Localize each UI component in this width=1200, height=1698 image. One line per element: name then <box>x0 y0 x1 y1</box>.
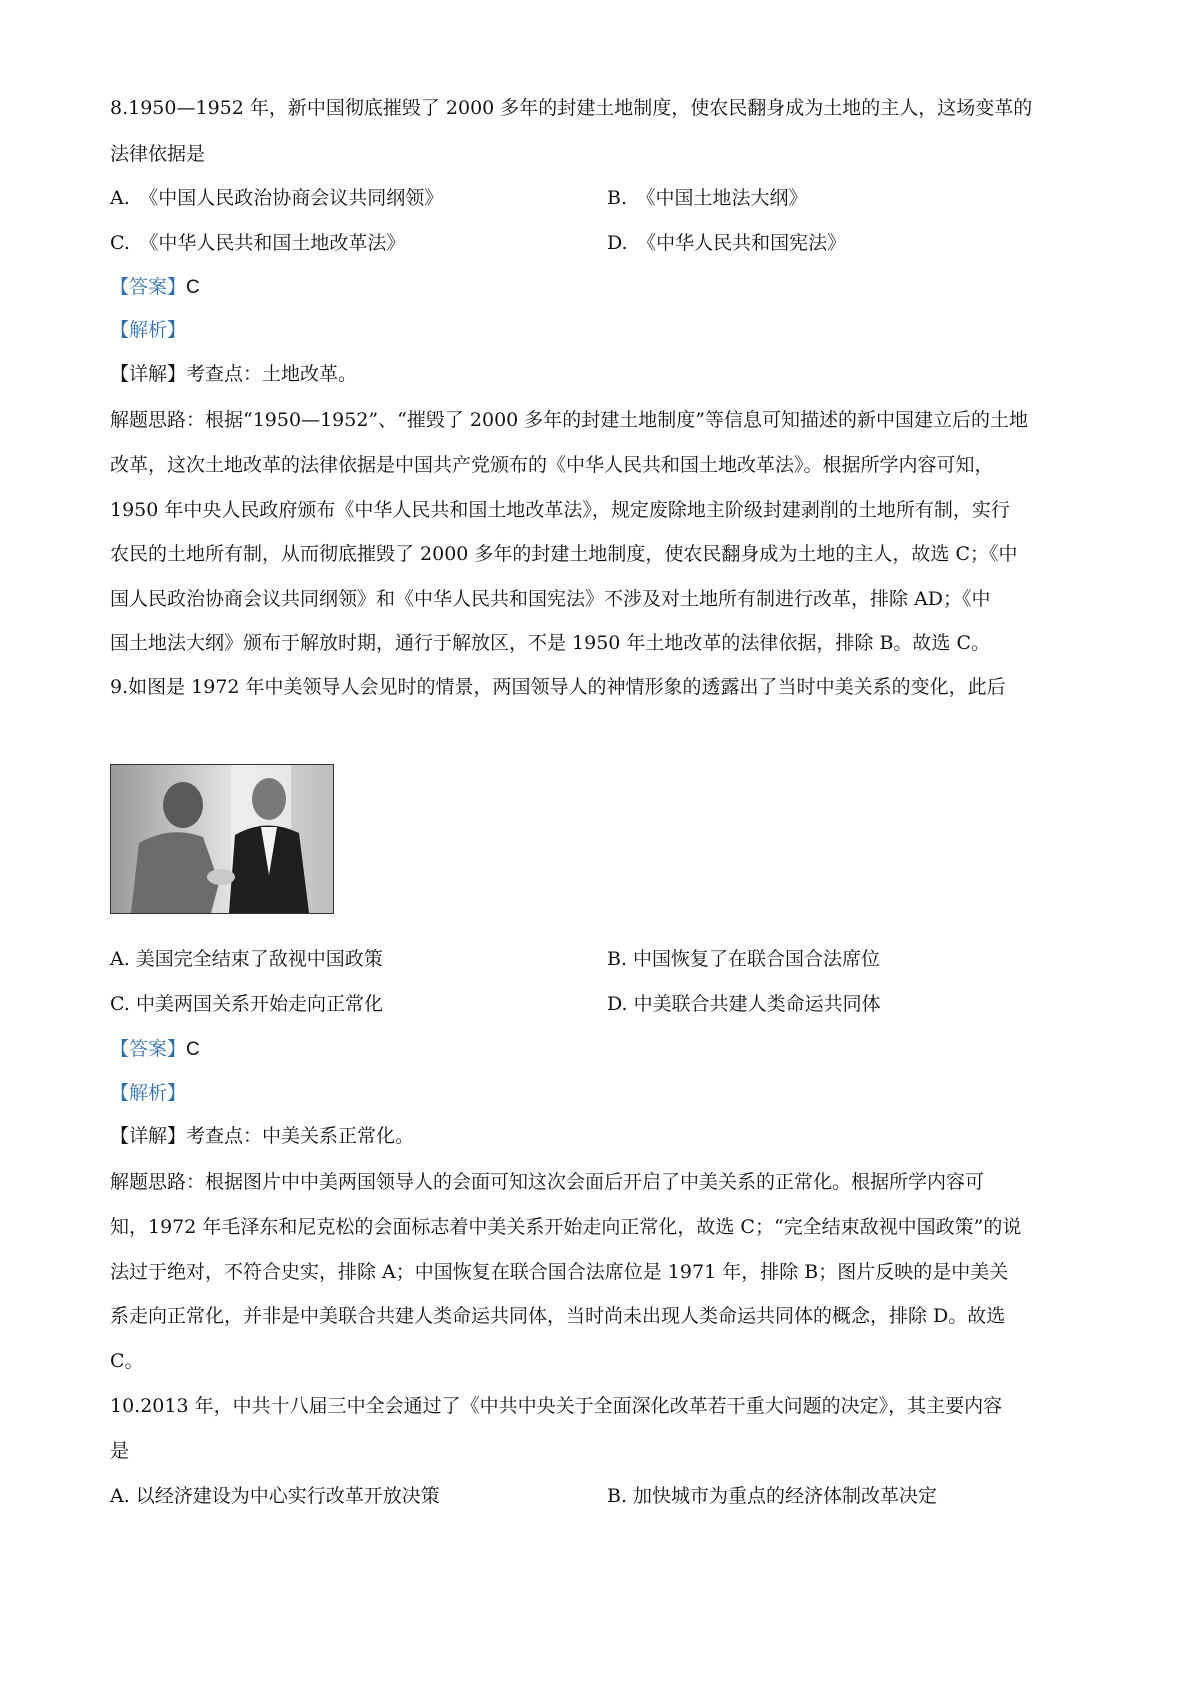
leaders-handshake-photo-graphic <box>111 765 333 913</box>
q8-explain-line: 国土地法大纲》颁布于解放时期，通行于解放区，不是 1950 年土地改革的法律依据，排除 B。故选 C。 <box>110 632 991 654</box>
q8-explain-line: 解题思路：根据“1950—1952”、“摧毁了 2000 多年的封建土地制度”等信息可知描述的新中国建立后的土地 <box>110 409 1028 431</box>
q8-explain-line: 改革，这次土地改革的法律依据是中国共产党颁布的《中华人民共和国土地改革法》。根据所学内容可知， <box>110 454 994 476</box>
q8-stem-line-2: 法律依据是 <box>110 143 206 165</box>
q10-stem-line-2: 是 <box>110 1440 130 1462</box>
q8-stem-line-1: 8.1950—1952 年，新中国彻底摧毁了 2000 多年的封建土地制度，使农民翻身成为土地的主人，这场变革的 <box>110 97 1033 119</box>
q9-option-d[interactable]: D. 中美联合共建人类命运共同体 <box>607 993 881 1015</box>
q9-option-b[interactable]: B. 中国恢复了在联合国合法席位 <box>607 948 881 970</box>
q8-explain-line: 国人民政治协商会议共同纲领》和《中华人民共和国宪法》不涉及对土地所有制进行改革，排除 AD；《中 <box>110 588 991 610</box>
q9-explain-line: 知，1972 年毛泽东和尼克松的会面标志着中美关系开始走向正常化，故选 C；“完全结束敌视中国政策”的说 <box>110 1216 1022 1238</box>
q9-stem: 9.如图是 1972 年中美领导人会见时的情景，两国领导人的神情形象的透露出了当时中美关系的变化，此后 <box>110 676 1006 698</box>
q8-answer-value: C <box>186 277 200 298</box>
q9-answer-value: C <box>186 1039 200 1060</box>
q8-explain-line: 1950 年中央人民政府颁布《中华人民共和国土地改革法》，规定废除地主阶级封建剥削的土地所有制，实行 <box>110 499 1010 521</box>
q8-analysis-tag: 【解析】 <box>110 319 187 341</box>
q9-explain-line: 法过于绝对，不符合史实，排除 A；中国恢复在联合国合法席位是 1971 年，排除 B；图片反映的是中美关 <box>110 1261 1009 1283</box>
q8-explain-line: 农民的土地所有制，从而彻底摧毁了 2000 多年的封建土地制度，使农民翻身成为土地的主人，故选 C；《中 <box>110 543 1018 565</box>
q8-option-b[interactable]: B. 《中国土地法大纲》 <box>607 187 808 209</box>
q9-detail: 【详解】考查点：中美关系正常化。 <box>110 1125 415 1147</box>
q10-stem-line-1: 10.2013 年，中共十八届三中全会通过了《中共中央关于全面深化改革若干重大问题的决定》，其主要内容 <box>110 1395 1003 1417</box>
q9-answer-row <box>110 1034 200 1061</box>
q9-analysis-tag: 【解析】 <box>110 1082 187 1104</box>
historical-photo <box>110 764 334 914</box>
q8-detail: 【详解】考查点：土地改革。 <box>110 363 358 385</box>
q8-answer-row <box>110 272 200 299</box>
q10-option-a[interactable]: A. 以经济建设为中心实行改革开放决策 <box>110 1485 440 1507</box>
q9-option-c[interactable]: C. 中美两国关系开始走向正常化 <box>110 993 383 1015</box>
q9-explain-line: C。 <box>110 1350 144 1372</box>
q10-option-b[interactable]: B. 加快城市为重点的经济体制改革决定 <box>607 1485 938 1507</box>
q8-answer-tag: 【答案】 <box>110 276 187 298</box>
q8-option-c[interactable]: C. 《中华人民共和国土地改革法》 <box>110 232 406 254</box>
q8-option-a[interactable]: A. 《中国人民政治协商会议共同纲领》 <box>110 187 444 209</box>
q9-option-a[interactable]: A. 美国完全结束了敌视中国政策 <box>110 948 383 970</box>
q9-explain-line: 解题思路：根据图片中中美两国领导人的会面可知这次会面后开启了中美关系的正常化。根据所学内容可 <box>110 1171 985 1193</box>
q9-explain-line: 系走向正常化，并非是中美联合共建人类命运共同体，当时尚未出现人类命运共同体的概念，排除 D。故选 <box>110 1305 1006 1327</box>
q9-answer-tag: 【答案】 <box>110 1038 187 1060</box>
q8-option-d[interactable]: D. 《中华人民共和国宪法》 <box>607 232 847 254</box>
